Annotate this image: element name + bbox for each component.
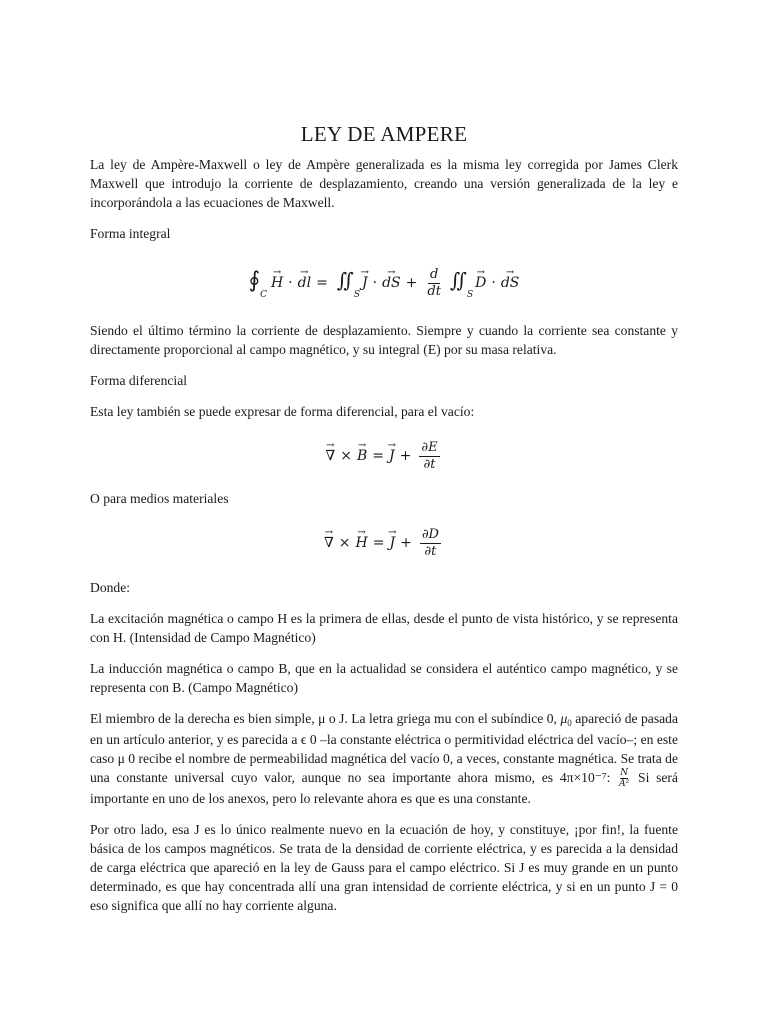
donde-label: Donde: [90, 580, 131, 595]
contour-integral-symbol: $∮_C$ [248, 268, 267, 300]
nabla-vector: → ∇ [325, 447, 335, 466]
nabla-vector: → ∇ [324, 534, 334, 553]
units-fraction: $\frac{N}{\text{A²}}$ [619, 768, 630, 790]
intro-paragraph: La ley de Ampère-Maxwell o ley de Ampère generalizada es la misma ley corregida por James Clerk Maxwell que introdujo la corriente de desplazamiento, creando una versión generalizada de la ley e incorporándola a las ecuaciones de Maxwell. [90, 157, 678, 210]
mu-symbol: μ [560, 711, 568, 726]
partial-d-over-t: $\frac{\partial D}{\partial t}$ [421, 526, 439, 559]
differential-intro: Esta ley también se puede expresar de forma diferencial, para el vacío: [90, 404, 475, 419]
paragraph-current-density: Por otro lado, esa J es lo único realmente nuevo en la ecuación de hoy, y constituye, ¡por fin!, la fuente básica de los campos magnéticos. Se trata de la densidad de corriente eléctrica, y es parecida a la densidad de carga eléctrica que apareció en la ley de Gauss para el campo eléctrico. Si J es muy grande en un punto determinado, es que hay concentrada allí una gran intensidad de corriente eléctrica, y si en un punto J = 0 eso significa que allí no hay corriente alguna. [90, 822, 678, 914]
surface-label: S [353, 290, 361, 300]
document-body [90, 155, 678, 927]
vector-ds-2: → dS [501, 274, 520, 293]
contour-label: C [260, 290, 267, 300]
vector-h: → H [356, 534, 368, 553]
materials-equation: → ∇ × → H = → J + $\frac{\partial D}{\partial t}$ [90, 520, 678, 566]
vector-j: → J [362, 274, 368, 293]
paragraph-field-b: La inducción magnética o campo B, que en la actualidad se considera el auténtico campo magnético, y se representa con B. (Campo Magnético) [90, 661, 678, 695]
vector-dl: → dl [298, 274, 311, 293]
page-title: LEY DE AMPERE [300, 122, 468, 146]
vector-b: → B [357, 447, 367, 466]
vector-ds: → dS [382, 274, 401, 293]
differential-heading: Forma diferencial [90, 373, 188, 388]
vacuum-equation: → ∇ × → B = → J + $\frac{\partial E}{\partial t}$ [90, 433, 678, 479]
surface-integral-symbol-2: $∬_S$ [449, 268, 474, 300]
surface-integral-symbol: $∬_S$ [336, 268, 361, 300]
vector-j: → J [389, 447, 395, 466]
integral-equation: $∮_C$ → H · → dl = $∬_S$ → J · → dS + $\frac{d}{dt}$ $∬_S$ → D · → dS [90, 255, 678, 311]
paragraph-mu: El miembro de la derecha es bien simple, μ o J. La letra griega mu con el subíndice 0, $\mu_0$ apareció de pasada en un artículo anterior, y es parecida a ϵ 0 –la constante eléctrica o permitividad eléctrica del vacío–; en este caso μ 0 recibe el nombre de permeabilidad magnética del vacío 0, a veces, constante magnética. Se trata de una constante universal cuyo valor, aunque no sea importante ahora mismo, es 4π×10⁻⁷: $\frac{N}{\text{A²}}$ Si será importante en uno de los anexos, pero lo relevante ahora es que es una constante. [90, 711, 678, 807]
integral-explanation: Siendo el último término la corriente de desplazamiento. Siempre y cuando la corriente sea constante y directamente proporcional al campo magnético, y su integral (E) por su masa relativa. [90, 323, 678, 357]
integral-heading: Forma integral [90, 226, 171, 241]
vector-d: → D [475, 274, 486, 293]
paragraph-field-h: La excitación magnética o campo H es la primera de ellas, desde el punto de vista histórico, y se representa con H. (Intensidad de Campo Magnético) [90, 611, 678, 645]
time-derivative: $\frac{d}{dt}$ [427, 266, 441, 299]
vector-j: → J [389, 534, 395, 553]
materials-intro: O para medios materiales [90, 491, 229, 506]
vector-h: → H [271, 274, 283, 293]
partial-e-over-t: $\frac{\partial E}{\partial t}$ [421, 439, 438, 472]
